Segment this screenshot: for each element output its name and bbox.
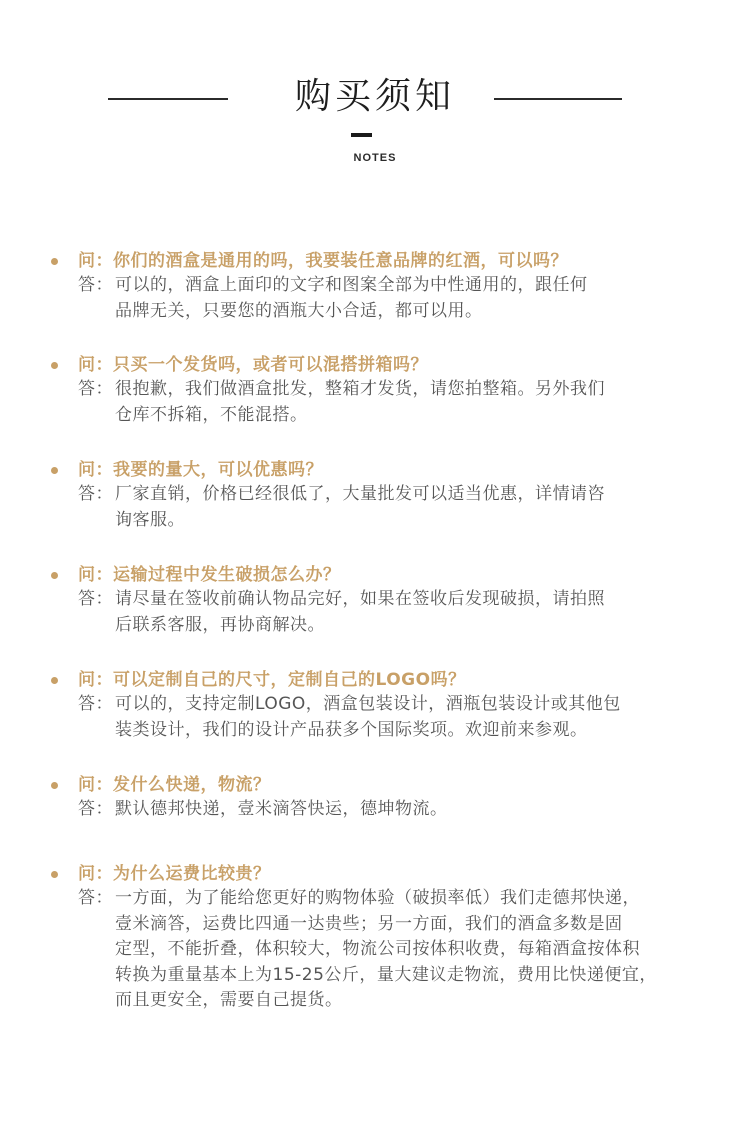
answer-text: 请尽量在签收前确认物品完好，如果在签收后发现破损，请拍照 后联系客服，再协商解决。 [115, 589, 605, 635]
faq-question: 问：我要的量大，可以优惠吗？ [78, 460, 323, 480]
answer-text: 可以的，酒盒上面印的文字和图案全部为中性通用的，跟任何 品牌无关，只要您的酒瓶大小合适，都可以用。 [115, 275, 588, 321]
answer-prefix: 答： [78, 888, 113, 908]
answer-text: 厂家直销，价格已经很低了，大量批发可以适当优惠，详情请咨 询客服。 [115, 484, 605, 530]
bullet-dot-icon [51, 782, 58, 789]
answer-prefix: 答： [78, 589, 113, 609]
title-underline-mark [351, 133, 372, 137]
answer-text: 一方面，为了能给您更好的购物体验（破损率低）我们走德邦快递， 壹米滴答，运费比四通一达贵些；另一方面，我们的酒盒多数是固 定型，不能折叠，体积较大，物流公司按体积收费，每箱酒盒按体积 转换为重量基本上为15-25公斤，量大建议走物流，费用比快递便宜， 而且更安全，需要自己提货。 [115, 888, 657, 1010]
answer-prefix: 答： [78, 379, 113, 399]
bullet-dot-icon [51, 871, 58, 878]
faq-question: 问：运输过程中发生破损怎么办？ [78, 565, 341, 585]
bullet-dot-icon [51, 362, 58, 369]
faq-question: 问：为什么运费比较贵？ [78, 864, 271, 884]
faq-question: 问：可以定制自己的尺寸，定制自己的LOGO吗？ [78, 670, 466, 690]
bullet-dot-icon [51, 572, 58, 579]
answer-prefix: 答： [78, 799, 113, 819]
title-divider-right [494, 98, 622, 100]
page-subtitle: NOTES [353, 152, 397, 164]
bullet-dot-icon [51, 258, 58, 265]
answer-prefix: 答： [78, 275, 113, 295]
answer-prefix: 答： [78, 694, 113, 714]
faq-question: 问：发什么快递，物流？ [78, 775, 271, 795]
faq-question: 问：你们的酒盒是通用的吗，我要装任意品牌的红酒，可以吗？ [78, 251, 568, 271]
answer-text: 默认德邦快递，壹米滴答快运，德坤物流。 [115, 799, 448, 819]
bullet-dot-icon [51, 467, 58, 474]
page-header [0, 0, 750, 200]
answer-text: 可以的，支持定制LOGO，酒盒包装设计，酒瓶包装设计或其他包 装类设计，我们的设计产品获多个国际奖项。欢迎前来参观。 [115, 694, 621, 740]
answer-text: 很抱歉，我们做酒盒批发，整箱才发货，请您拍整箱。另外我们 仓库不拆箱，不能混搭。 [115, 379, 605, 425]
faq-question: 问：只买一个发货吗，或者可以混搭拼箱吗？ [78, 355, 428, 375]
answer-prefix: 答： [78, 484, 113, 504]
bullet-dot-icon [51, 677, 58, 684]
page-title: 购买须知 [294, 76, 455, 117]
